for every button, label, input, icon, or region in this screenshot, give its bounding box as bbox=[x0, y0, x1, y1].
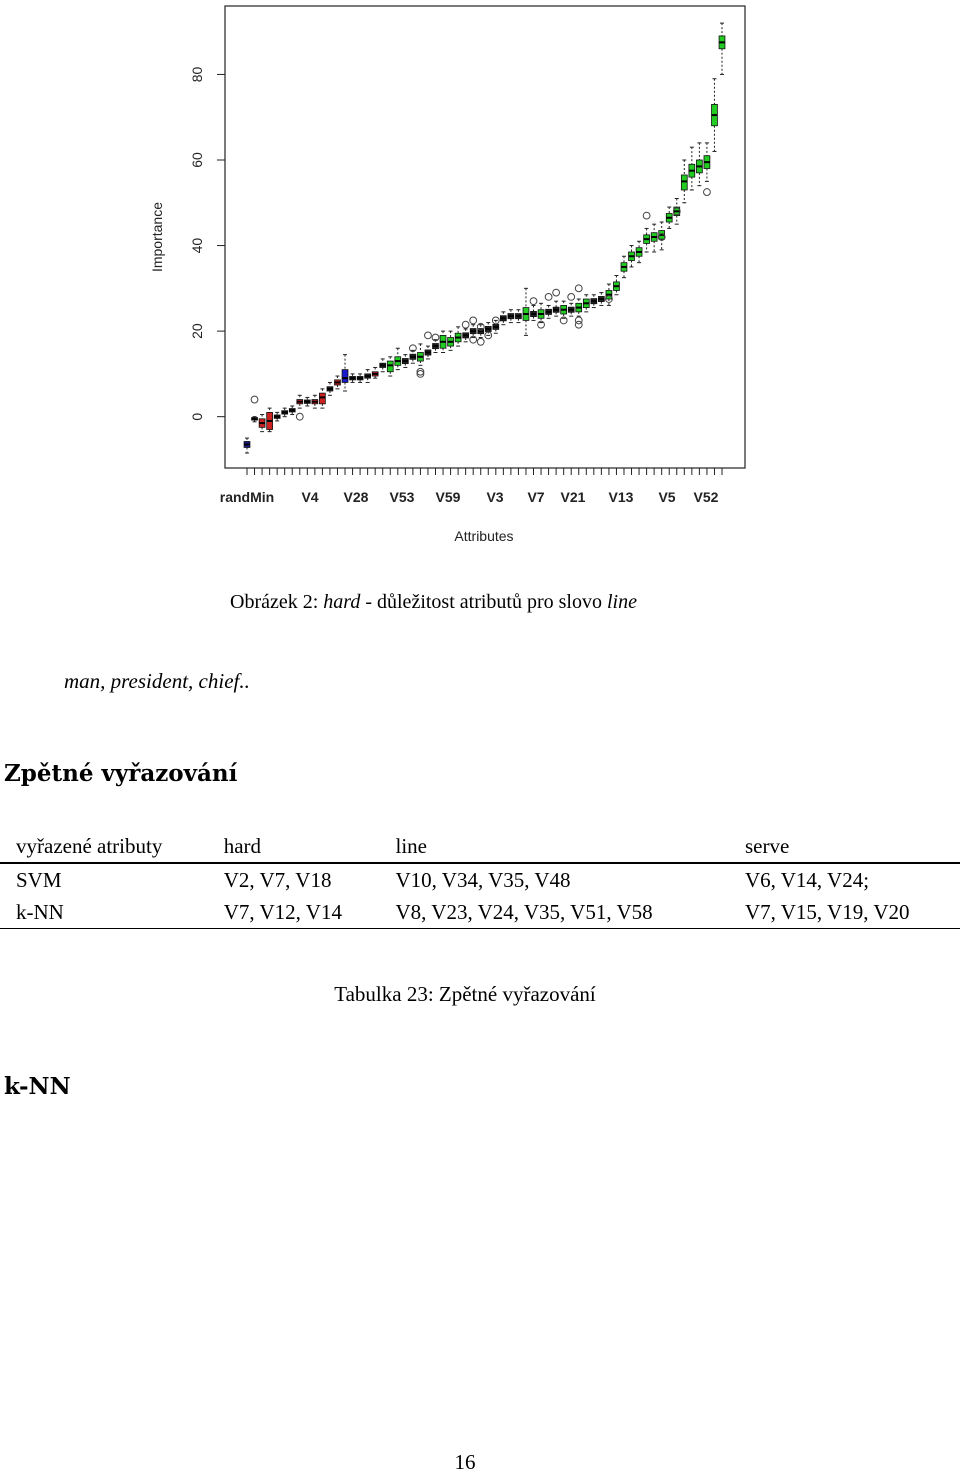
x-category-label: V3 bbox=[486, 489, 504, 505]
figure-caption-middle: - důležitost atributů pro slovo bbox=[360, 591, 607, 613]
box-outlier bbox=[470, 317, 477, 324]
box-outlier bbox=[575, 317, 582, 324]
box-outlier bbox=[545, 293, 552, 300]
x-category-label: V4 bbox=[301, 489, 319, 505]
table-row bbox=[0, 863, 960, 896]
table-cell: V10, V34, V35, V48 bbox=[395, 867, 571, 892]
importance-boxplot bbox=[0, 0, 960, 560]
box-outlier bbox=[425, 332, 432, 339]
x-category-label: V13 bbox=[608, 489, 634, 505]
table-row bbox=[0, 896, 960, 929]
box bbox=[681, 175, 687, 190]
x-axis-label: Attributes bbox=[454, 528, 514, 544]
table-header-cell: hard bbox=[208, 830, 380, 863]
table-cell: SVM bbox=[16, 867, 62, 892]
figure-caption-prefix: Obrázek 2: bbox=[230, 591, 324, 613]
table-cell: V7, V12, V14 bbox=[208, 896, 380, 929]
x-category-label: V52 bbox=[693, 489, 719, 505]
x-category-label: V7 bbox=[527, 489, 545, 505]
box-outlier bbox=[553, 289, 560, 296]
x-category-label: V53 bbox=[389, 489, 415, 505]
section-title: Zpětné vyřazování bbox=[4, 760, 238, 787]
table-cell: V8, V23, V24, V35, V51, V58 bbox=[380, 896, 729, 929]
box-outlier bbox=[477, 338, 484, 345]
x-category-label: V5 bbox=[658, 489, 676, 505]
table-header-cell: serve bbox=[729, 830, 960, 863]
table-header-row bbox=[0, 830, 960, 863]
table-caption: Tabulka 23: Zpětné vyřazování bbox=[334, 982, 596, 1006]
box-outlier bbox=[530, 298, 537, 305]
box-outlier bbox=[575, 285, 582, 292]
box-outlier bbox=[643, 212, 650, 219]
box-outlier bbox=[462, 321, 469, 328]
body-text-line: man, president, chief.. bbox=[64, 669, 250, 693]
x-category-label: V59 bbox=[435, 489, 461, 505]
plot-frame bbox=[225, 6, 745, 468]
y-tick-label: 60 bbox=[189, 152, 205, 168]
y-axis-label: Importance bbox=[149, 201, 165, 273]
subsection-title: k-NN bbox=[4, 1073, 71, 1100]
box bbox=[342, 370, 348, 383]
table-cell: V2, V7, V18 bbox=[223, 867, 332, 892]
importance-boxplot-figure bbox=[0, 0, 960, 560]
box-outlier bbox=[251, 396, 258, 403]
table-header-cell: vyřazené atributy bbox=[0, 830, 208, 863]
table-cell: V7, V15, V19, V20 bbox=[729, 896, 960, 929]
figure-caption-target: line bbox=[606, 591, 637, 613]
table-header-cell: line bbox=[380, 830, 729, 863]
x-category-label: V21 bbox=[560, 489, 586, 505]
figure-caption-word: hard bbox=[323, 591, 361, 613]
box-outlier bbox=[704, 189, 711, 196]
figure-caption bbox=[230, 590, 790, 614]
box-outlier bbox=[296, 413, 303, 420]
box bbox=[319, 393, 325, 404]
y-tick-label: 0 bbox=[189, 412, 205, 421]
page-number: 16 bbox=[454, 1450, 476, 1474]
box bbox=[387, 361, 393, 372]
table-cell: k-NN bbox=[0, 896, 208, 929]
table-cell: V6, V14, V24; bbox=[744, 867, 870, 892]
results-table bbox=[0, 830, 960, 929]
y-tick-label: 40 bbox=[189, 237, 205, 254]
x-category-label: V28 bbox=[343, 489, 369, 505]
y-tick-label: 20 bbox=[189, 323, 205, 339]
box-outlier bbox=[568, 293, 575, 300]
y-tick-label: 80 bbox=[189, 66, 205, 83]
x-category-label: randMin bbox=[219, 489, 275, 505]
